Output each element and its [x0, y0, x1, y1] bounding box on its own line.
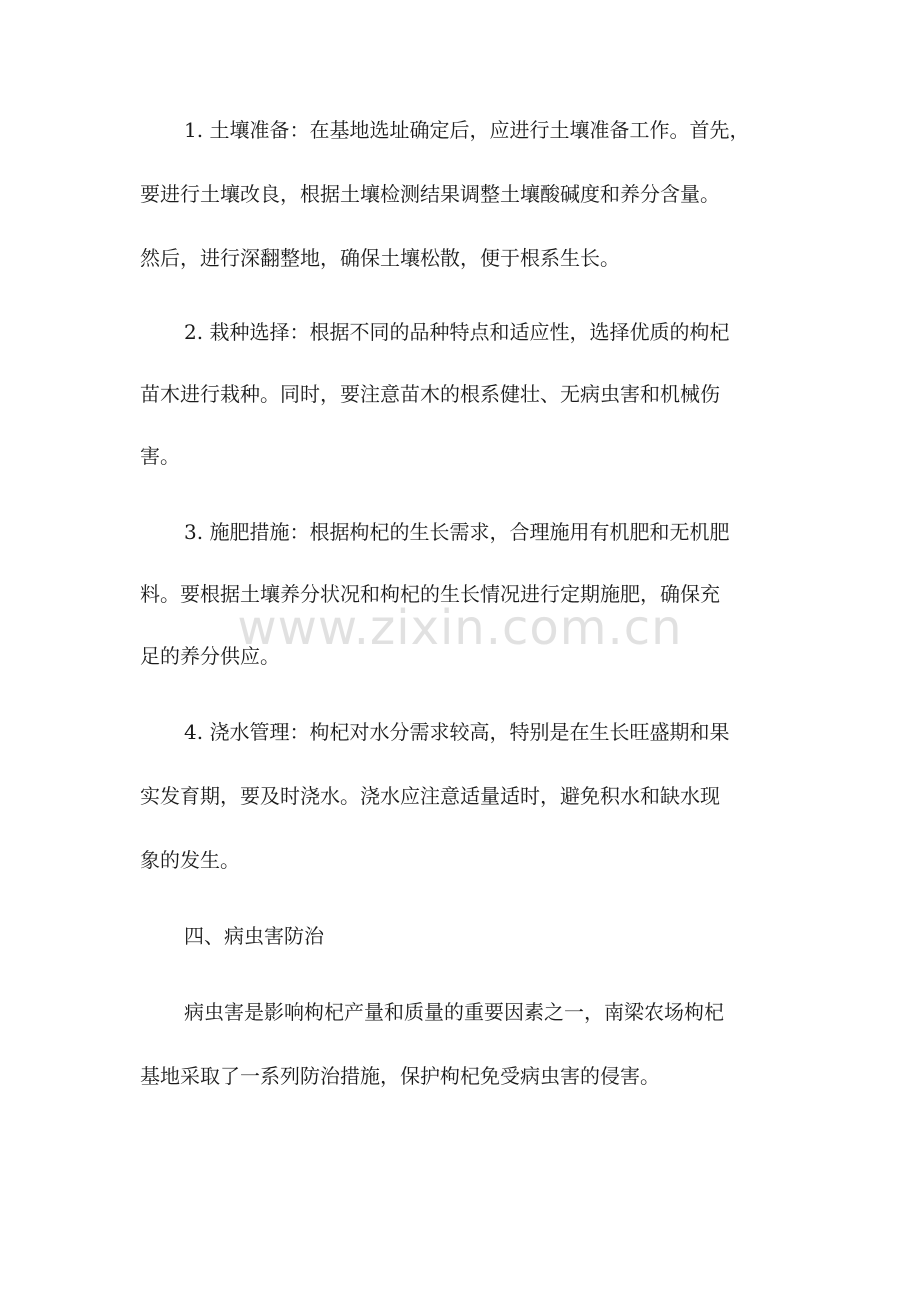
watermark: www.zixin.com.cn: [237, 600, 683, 656]
paragraph-line: 要进行土壤改良，根据土壤检测结果调整土壤酸碱度和养分含量。: [140, 182, 720, 206]
paragraph-line: 1. 土壤准备：在基地选址确定后，应进行土壤准备工作。首先，: [184, 118, 750, 142]
paragraph-line: 足的养分供应。: [140, 644, 280, 668]
paragraph-line: 害。: [140, 444, 180, 468]
heading-text: 四、病虫害防治: [184, 924, 324, 948]
paragraph-line: 基地采取了一系列防治措施，保护枸杞免受病虫害的侵害。: [140, 1064, 660, 1088]
paragraph-line: 3. 施肥措施：根据枸杞的生长需求，合理施用有机肥和无机肥: [184, 520, 730, 544]
paragraph-line: 料。要根据土壤养分状况和枸杞的生长情况进行定期施肥，确保充: [140, 582, 720, 606]
paragraph-line: 象的发生。: [140, 848, 240, 872]
paragraph-line: 4. 浇水管理：枸杞对水分需求较高，特别是在生长旺盛期和果: [184, 720, 730, 744]
paragraph-line: 2. 栽种选择：根据不同的品种特点和适应性，选择优质的枸杞: [184, 320, 730, 344]
paragraph-line: 病虫害是影响枸杞产量和质量的重要因素之一，南梁农场枸杞: [184, 1000, 724, 1024]
paragraph-line: 然后，进行深翻整地，确保土壤松散，便于根系生长。: [140, 246, 620, 270]
paragraph-line: 实发育期，要及时浇水。浇水应注意适量适时，避免积水和缺水现: [140, 784, 720, 808]
paragraph-line: 苗木进行栽种。同时，要注意苗木的根系健壮、无病虫害和机械伤: [140, 382, 720, 406]
